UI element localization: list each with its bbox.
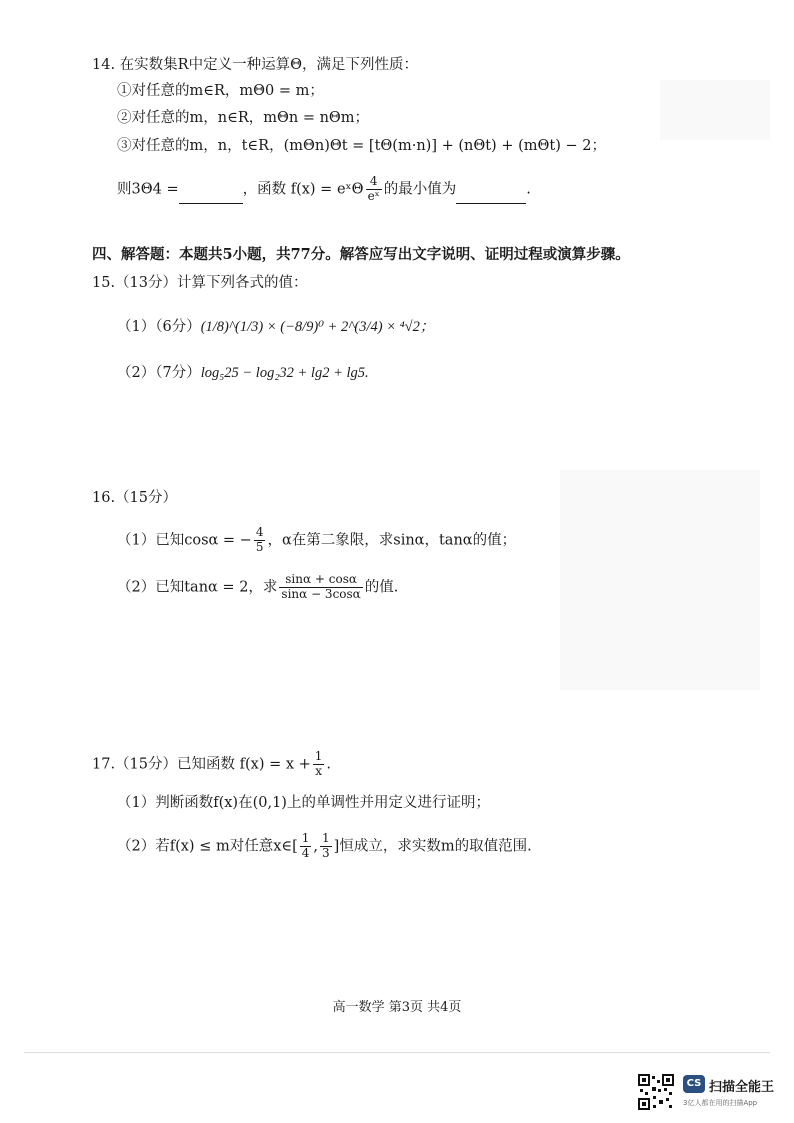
q14-property-3: ③对任意的m，n，t∈R，(mΘn)Θt = [tΘ(m·n)] + (nΘt) + (mΘt) − 2； <box>117 138 606 154</box>
q16-part-2: （2）已知tanα = 2，求 $\frac{\sin\alpha + \cos\alpha}{\sin\alpha - 3\cos\alpha}$ 的值. <box>117 572 399 601</box>
answer-blank-2 <box>456 188 526 204</box>
qr-code-icon <box>638 1074 674 1110</box>
q14-question: 则3Θ4 = ，函数 f(x) = eˣΘ $\frac{4}{\text{eˣ}}$ 的最小值为 . <box>117 174 531 203</box>
q14-ask-a: 则3Θ4 = <box>117 181 179 198</box>
q17-part-1: （1）判断函数f(x)在(0,1)上的单调性并用定义进行证明； <box>117 795 490 811</box>
q14-intro: 14. 在实数集R中定义一种运算Θ，满足下列性质： <box>92 57 418 73</box>
page-footer: 高一数学 第3页 共4页 <box>332 1000 462 1015</box>
q15-part-2: （2）（7分）log₅25 − log₂32 + lg2 + lg5. <box>117 365 369 381</box>
fraction-sin-cos: $\frac{\sin\alpha + \cos\alpha}{\sin\alpha - 3\cos\alpha}$ <box>281 572 361 601</box>
q15-part-1: （1）（6分）(1/8)^(1/3) × (−8/9)⁰ + 2^(3/4) × ⁴√2； <box>117 319 435 335</box>
q15-part-2-expression: log₅25 − log₂32 + lg2 + lg5. <box>200 365 369 381</box>
q16-part-1: （1）已知cosα = − $\frac{4}{5}$ ，α在第二象限，求sinα，tanα的值； <box>117 525 517 554</box>
q14-property-1: ①对任意的m∈R，mΘ0 = m； <box>117 83 324 99</box>
q14-ask-c: 的最小值为 <box>383 181 457 198</box>
fraction-1-over-4: $\frac{1}{4}$ <box>301 831 310 860</box>
scan-smudge <box>560 470 760 690</box>
fraction-1-over-3: $\frac{1}{3}$ <box>322 831 330 860</box>
fraction-4-over-5: $\frac{4}{5}$ <box>255 525 264 554</box>
q14-ask-b: ，函数 f(x) = eˣΘ <box>242 181 364 198</box>
q15-title: 15.（13分）计算下列各式的值： <box>92 275 308 291</box>
fraction-4-over-ex: $\frac{4}{\text{eˣ}}$ <box>367 174 380 203</box>
q16-title: 16.（15分） <box>92 490 178 506</box>
q14-property-2: ②对任意的m，n∈R，mΘn = nΘm； <box>117 110 370 126</box>
q17-title: 17.（15分）已知函数 f(x) = x + $\frac{1}{x}$ . <box>92 749 332 778</box>
footer-divider <box>24 1052 770 1053</box>
scanner-app-name: 扫描全能王 <box>709 1080 775 1095</box>
camscanner-logo: CS <box>683 1075 705 1093</box>
scanner-tagline: 3亿人都在用的扫描App <box>683 1099 758 1107</box>
fraction-1-over-x: $\frac{1}{x}$ <box>314 749 323 778</box>
q17-part-2: （2）若f(x) ≤ m对任意x∈[ $\frac{1}{4}$ , $\frac{1}{3}$ ]恒成立，求实数m的取值范围. <box>117 831 532 860</box>
section-heading: 四、解答题：本题共5小题，共77分。解答应写出文字说明、证明过程或演算步骤。 <box>92 246 630 263</box>
scan-smudge <box>660 80 770 140</box>
q15-part-1-expression: (1/8)^(1/3) × (−8/9)⁰ + 2^(3/4) × ⁴√2； <box>200 319 435 335</box>
answer-blank-1 <box>179 188 243 204</box>
